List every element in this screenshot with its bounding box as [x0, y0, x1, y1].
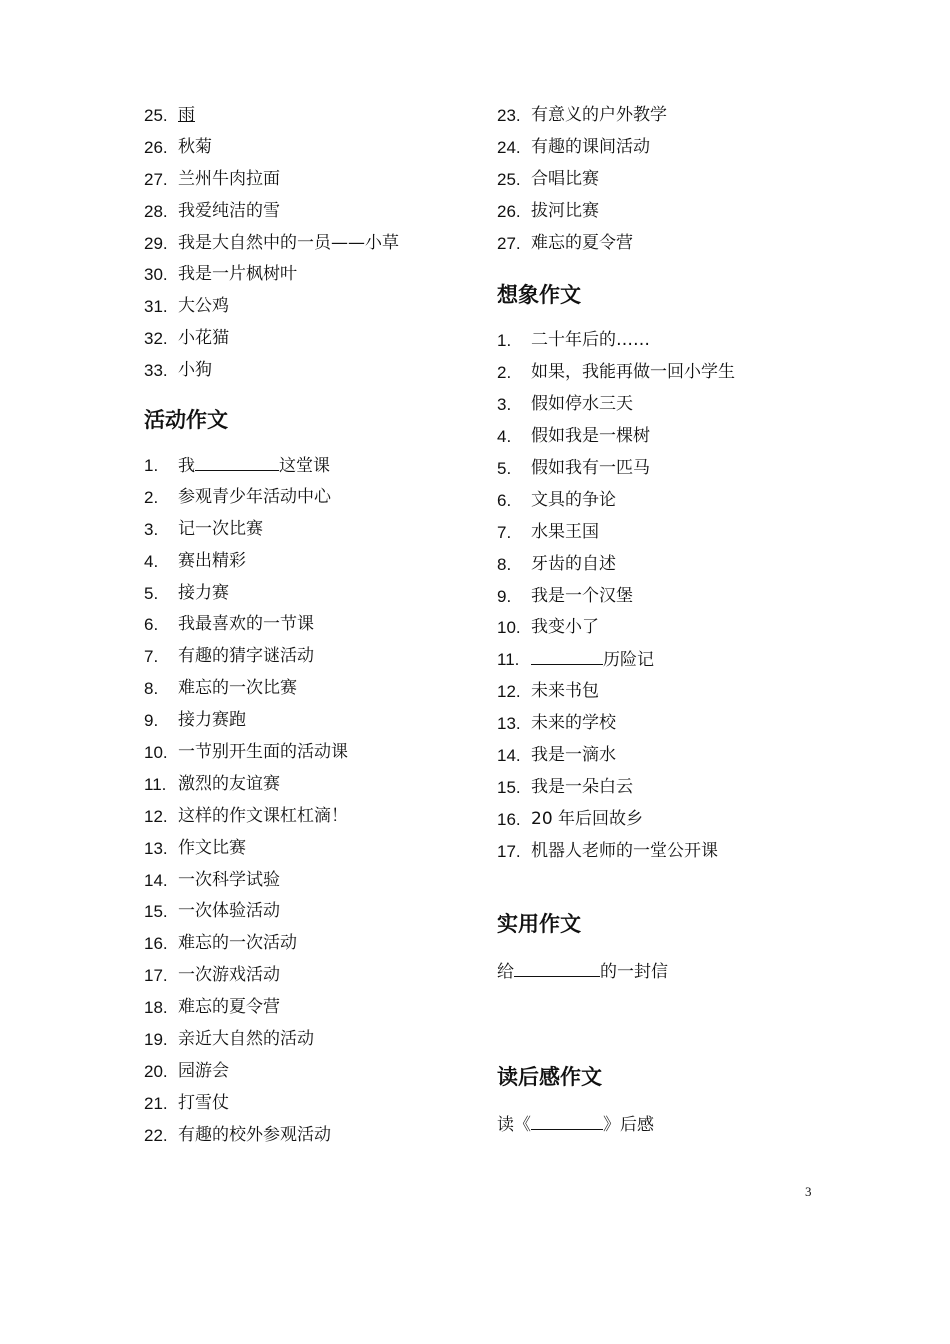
item-number: 16. [144, 934, 168, 954]
item-number: 32. [144, 329, 168, 349]
list-item [497, 453, 827, 485]
item-number: 3. [144, 519, 159, 539]
list-item [497, 708, 827, 740]
list-item [497, 100, 827, 132]
item-text: 假如停水三天 [531, 394, 633, 415]
list-item [144, 1056, 474, 1088]
list-item [144, 228, 474, 260]
item-text: 作文比赛 [178, 837, 246, 858]
list-item [497, 836, 827, 868]
item-number: 17. [144, 966, 168, 986]
item-suffix: 历险记 [603, 650, 654, 671]
item-text: 未来书包 [531, 681, 599, 702]
list-item [497, 644, 827, 676]
list-item [144, 641, 474, 673]
item-number: 1. [497, 331, 512, 351]
list-item [144, 514, 474, 546]
imagination-topic-list-continued [497, 676, 827, 867]
item-text: 我变小了 [531, 617, 599, 638]
list-item [144, 992, 474, 1024]
fill-in-blank [531, 644, 603, 665]
item-text: 有意义的户外教学 [531, 105, 667, 125]
item-text: 牙齿的自述 [531, 553, 616, 574]
item-text: 有趣的猜字谜活动 [178, 646, 314, 667]
item-number: 10. [497, 618, 521, 638]
item-text: 赛出精彩 [178, 550, 246, 571]
item-number: 5. [144, 583, 159, 603]
list-item [144, 737, 474, 769]
item-text: 难忘的夏令营 [531, 232, 633, 253]
list-item [497, 772, 827, 804]
section-heading-activity: 活动作文 [144, 408, 228, 433]
item-number: 25. [144, 106, 168, 125]
list-item [144, 482, 474, 514]
item-number: 4. [144, 551, 159, 571]
item-text: 假如我是一棵树 [531, 426, 650, 447]
item-number: 8. [497, 554, 512, 574]
item-number: 10. [144, 743, 168, 763]
item-number: 22. [144, 1125, 168, 1145]
section-heading-reading: 读后感作文 [497, 1064, 602, 1089]
fill-in-blank [195, 450, 279, 471]
item-number: 27. [497, 233, 521, 253]
item-number: 31. [144, 297, 168, 317]
item-text [178, 450, 330, 482]
item-text: 有趣的课间活动 [531, 136, 650, 157]
reading-suffix: 》后感 [603, 1114, 654, 1135]
item-number: 29. [144, 233, 168, 253]
practical-suffix: 的一封信 [600, 961, 668, 982]
item-text: 园游会 [178, 1060, 229, 1081]
list-item [497, 325, 827, 357]
item-number: 21. [144, 1093, 168, 1113]
item-number: 14. [497, 746, 521, 766]
item-number: 6. [144, 615, 159, 635]
item-number: 7. [144, 647, 159, 667]
item-text: 亲近大自然的活动 [178, 1029, 314, 1050]
item-number: 4. [497, 427, 512, 447]
list-item [497, 357, 827, 389]
item-text: 小花猫 [178, 328, 229, 349]
item-text: 小狗 [178, 360, 212, 381]
list-item [497, 485, 827, 517]
item-text: 20 年后回故乡 [531, 808, 644, 829]
item-number: 25. [497, 169, 521, 189]
item-text: 我是一朵白云 [531, 776, 633, 797]
item-number: 24. [497, 137, 521, 157]
activity-topic-list [144, 450, 474, 1152]
item-text: 难忘的一次活动 [178, 933, 297, 954]
list-item [144, 164, 474, 196]
item-text: 假如我有一匹马 [531, 458, 650, 479]
list-item [144, 1120, 474, 1152]
item-number: 1. [144, 456, 159, 476]
reading-topic [497, 1109, 827, 1141]
practical-topic [497, 956, 827, 988]
item-number: 11. [144, 774, 167, 794]
item-number: 14. [144, 870, 168, 890]
item-text: 难忘的一次比赛 [178, 678, 297, 699]
item-text: 二十年后的…… [531, 330, 650, 351]
list-item [497, 740, 827, 772]
item-text: 未来的学校 [531, 713, 616, 734]
item-suffix: 这堂课 [279, 456, 330, 477]
item-number: 2. [497, 363, 512, 383]
list-item [144, 259, 474, 291]
item-number: 15. [497, 777, 521, 797]
list-item [144, 355, 474, 387]
list-item [144, 132, 474, 164]
item-number: 30. [144, 265, 168, 285]
item-number: 15. [144, 902, 168, 922]
item-number: 17. [497, 841, 521, 861]
list-item [144, 865, 474, 897]
item-number: 11. [497, 650, 520, 670]
item-text: 我是一个汉堡 [531, 585, 633, 606]
item-text: 接力赛 [178, 582, 229, 603]
item-text: 机器人老师的一堂公开课 [531, 840, 718, 861]
item-number: 6. [497, 490, 512, 510]
item-text: 参观青少年活动中心 [178, 486, 331, 507]
item-text: 一次游戏活动 [178, 965, 280, 986]
imagination-topic-list [497, 325, 827, 644]
fill-in-blank [514, 956, 600, 977]
item-number: 8. [144, 679, 159, 699]
list-item [497, 804, 827, 836]
list-item [144, 196, 474, 228]
item-number: 19. [144, 1030, 168, 1050]
section-heading-imagination: 想象作文 [497, 283, 581, 308]
topic-list-continued [144, 100, 474, 387]
list-item [144, 928, 474, 960]
list-item [144, 673, 474, 705]
list-item [144, 833, 474, 865]
item-number: 12. [144, 806, 168, 826]
item-number: 7. [497, 522, 512, 542]
item-text: 一节别开生面的活动课 [178, 742, 348, 763]
left-column [144, 100, 474, 1152]
item-number: 18. [144, 998, 168, 1018]
list-item [497, 676, 827, 708]
item-text: 一次科学试验 [178, 869, 280, 890]
list-item [497, 612, 827, 644]
list-item [497, 389, 827, 421]
item-number: 13. [497, 714, 521, 734]
item-text: 打雪仗 [178, 1092, 229, 1113]
item-text: 记一次比赛 [178, 518, 263, 539]
item-text: 这样的作文课杠杠滴！ [178, 805, 348, 826]
item-number: 3. [497, 395, 512, 415]
right-column [497, 100, 827, 1141]
item-text: 激烈的友谊赛 [178, 773, 280, 794]
item-text: 合唱比赛 [531, 168, 599, 189]
item-text: 文具的争论 [531, 489, 616, 510]
list-item [144, 896, 474, 928]
list-item [144, 960, 474, 992]
item-text: 我是一片枫树叶 [178, 264, 297, 285]
item-text: 我最喜欢的一节课 [178, 614, 314, 635]
item-prefix: 我 [178, 456, 195, 477]
item-text: 难忘的夏令营 [178, 997, 280, 1018]
list-item [144, 100, 474, 132]
item-number: 27. [144, 169, 168, 189]
list-item [144, 769, 474, 801]
item-text: 如果，我能再做一回小学生 [531, 362, 735, 383]
activity-topic-list-continued [497, 100, 827, 259]
item-text: 我是一滴水 [531, 745, 616, 766]
list-item [144, 546, 474, 578]
item-text: 我是大自然中的一员——小草 [178, 232, 399, 253]
item-text: 我爱纯洁的雪 [178, 200, 280, 221]
item-text [531, 644, 654, 676]
item-number: 9. [144, 711, 159, 731]
item-text: 兰州牛肉拉面 [178, 168, 280, 189]
item-text: 水果王国 [531, 521, 599, 542]
item-number: 20. [144, 1061, 168, 1081]
item-text: 雨 [178, 105, 195, 125]
item-number: 28. [144, 201, 168, 221]
item-text: 秋菊 [178, 136, 212, 157]
item-number: 23. [497, 106, 521, 125]
item-text: 接力赛跑 [178, 710, 246, 731]
list-item [497, 132, 827, 164]
practical-prefix: 给 [497, 961, 514, 982]
list-item [144, 705, 474, 737]
list-item [497, 196, 827, 228]
list-item [144, 801, 474, 833]
reading-prefix: 读《 [497, 1114, 531, 1135]
list-item [144, 1024, 474, 1056]
list-item [497, 421, 827, 453]
list-item [144, 1088, 474, 1120]
item-number: 12. [497, 682, 521, 702]
item-number: 13. [144, 838, 168, 858]
imagination-topic-list-item-11 [497, 644, 827, 676]
list-item [144, 291, 474, 323]
item-number: 5. [497, 459, 512, 479]
item-text: 一次体验活动 [178, 901, 280, 922]
item-number: 33. [144, 361, 168, 381]
item-text: 拔河比赛 [531, 200, 599, 221]
page-number: 3 [805, 1184, 812, 1199]
item-number: 16. [497, 809, 521, 829]
list-item [144, 609, 474, 641]
list-item [144, 450, 474, 482]
list-item [497, 581, 827, 613]
fill-in-blank [531, 1109, 603, 1130]
item-number: 9. [497, 586, 512, 606]
list-item [497, 164, 827, 196]
item-text: 大公鸡 [178, 296, 229, 317]
item-text: 有趣的校外参观活动 [178, 1124, 331, 1145]
list-item [144, 323, 474, 355]
item-number: 2. [144, 487, 159, 507]
list-item [497, 517, 827, 549]
item-number: 26. [144, 137, 168, 157]
section-heading-practical: 实用作文 [497, 911, 581, 936]
list-item [497, 228, 827, 260]
item-number: 26. [497, 201, 521, 221]
list-item [497, 549, 827, 581]
list-item [144, 578, 474, 610]
